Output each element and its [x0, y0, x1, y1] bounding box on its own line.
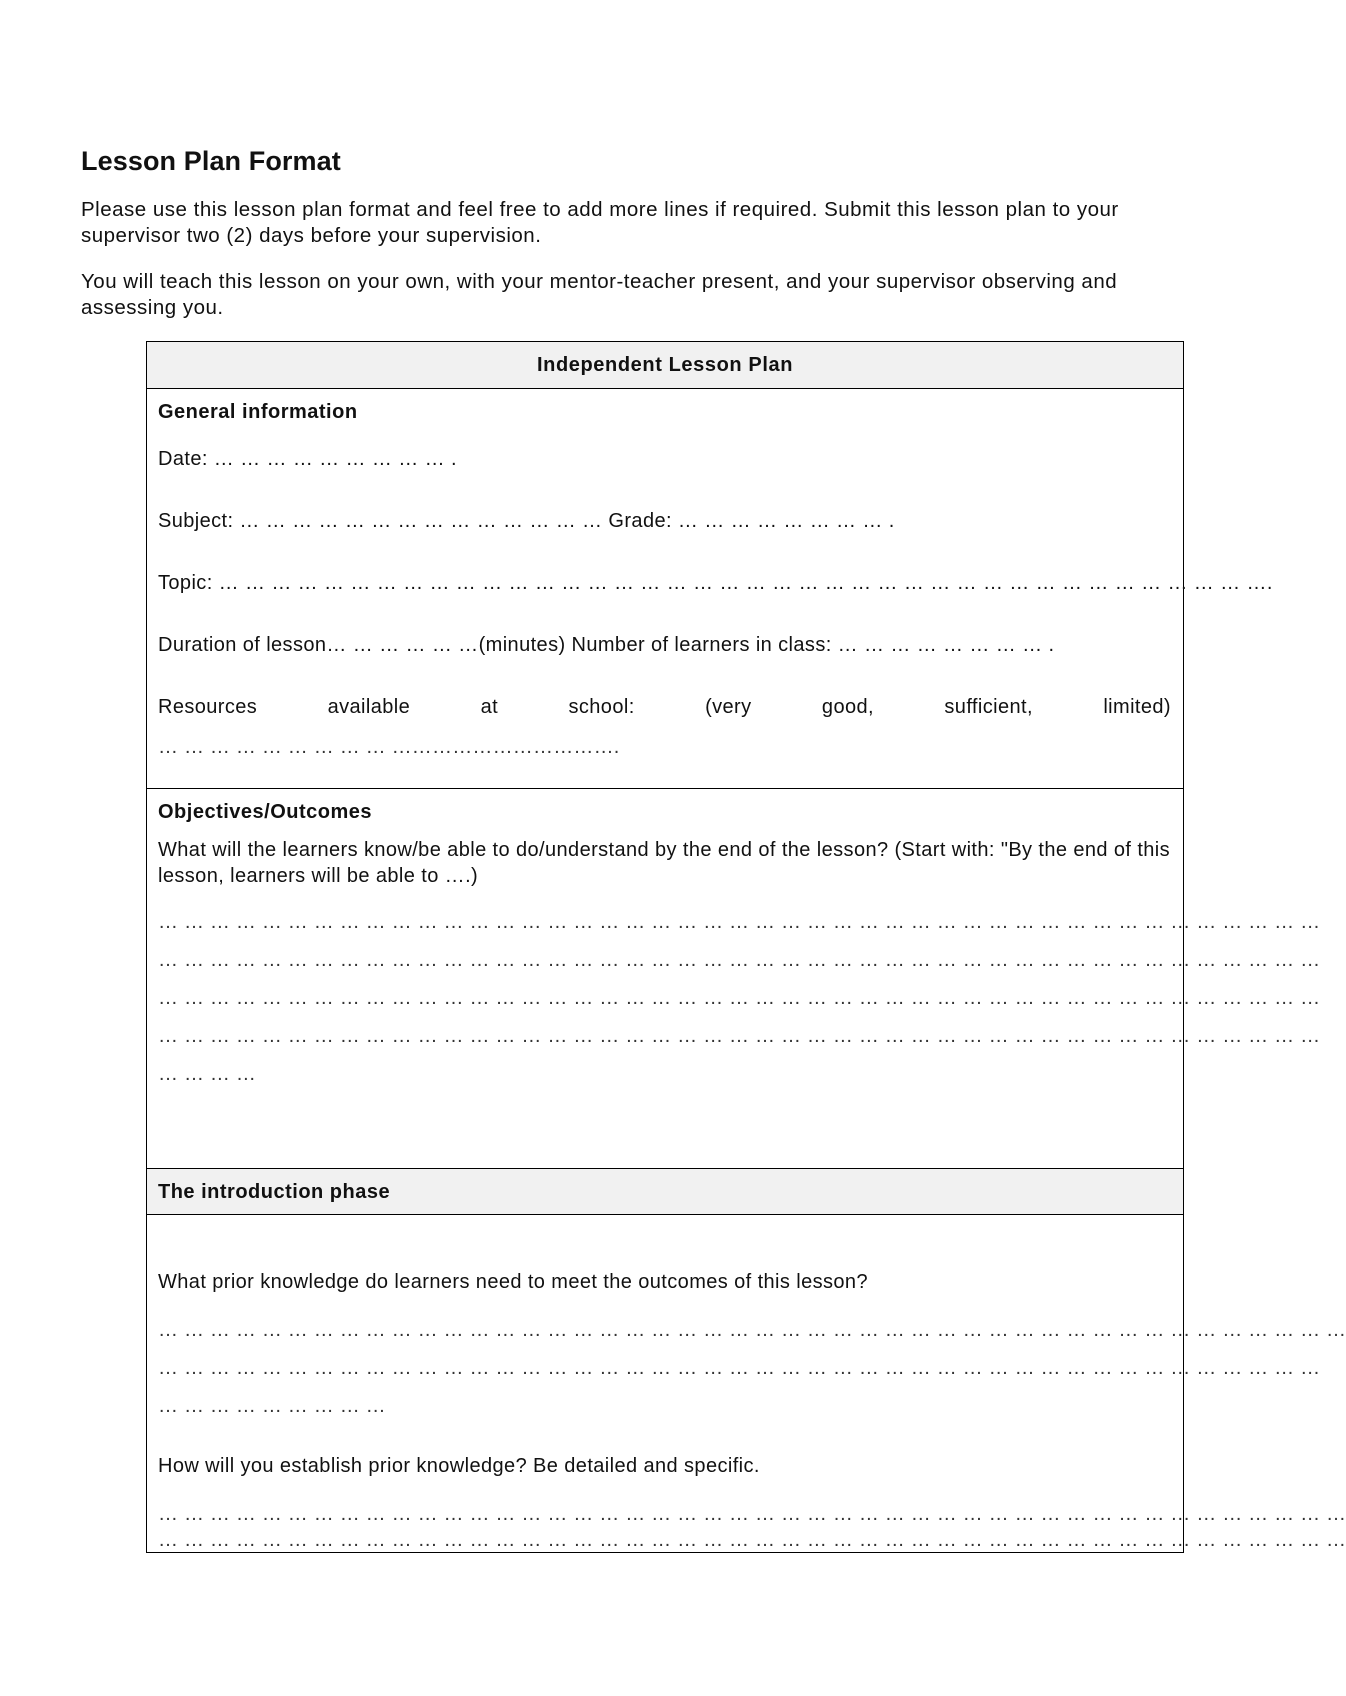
- establish-knowledge-answer-line[interactable]: … … … … … … … … … … … … … … … … … … … … … … … … … … … … … … … … … … … … … … … … … … … … … …: [158, 1503, 1346, 1525]
- introduction-phase-heading: The introduction phase: [158, 1181, 391, 1203]
- table-header-title: Independent Lesson Plan: [536, 354, 794, 376]
- general-information-section: [147, 388, 1273, 788]
- prior-knowledge-answer-line[interactable]: … … … … … … … … …: [158, 1395, 386, 1417]
- prior-knowledge-answer-line[interactable]: … … … … … … … … … … … … … … … … … … … … … … … … … … … … … … … … … … … … … … … … … … … … …: [158, 1357, 1321, 1379]
- topic-field[interactable]: Topic: … … … … … … … … … … … … … … … … … … … … … … … … … … … … … … … … … … … … … … … ….: [158, 572, 1273, 594]
- resources-label: Resources available at school: (very good, sufficient, limited): [158, 696, 1171, 718]
- objectives-answer-line[interactable]: … … … …: [158, 1063, 257, 1085]
- objectives-answer-line[interactable]: … … … … … … … … … … … … … … … … … … … … … … … … … … … … … … … … … … … … … … … … … … … … …: [158, 911, 1321, 933]
- subject-grade-field[interactable]: Subject: … … … … … … … … … … … … … … Grade: … … … … … … … … .: [158, 510, 895, 532]
- introduction-phase-header-row: [147, 1168, 1183, 1215]
- prior-knowledge-question: What prior knowledge do learners need to meet the outcomes of this lesson?: [158, 1271, 868, 1293]
- prior-knowledge-section: [147, 1214, 1346, 1554]
- objectives-answer-line[interactable]: … … … … … … … … … … … … … … … … … … … … … … … … … … … … … … … … … … … … … … … … … … … … …: [158, 987, 1321, 1009]
- duration-learners-field[interactable]: Duration of lesson… … … … … …(minutes) Number of learners in class: … … … … … … … … .: [158, 634, 1055, 656]
- prior-knowledge-answer-line[interactable]: … … … … … … … … … … … … … … … … … … … … … … … … … … … … … … … … … … … … … … … … … … … … … …: [158, 1319, 1346, 1341]
- lesson-plan-table: [146, 341, 1346, 1553]
- objectives-question: What will the learners know/be able to do/understand by the end of the lesson? (Start with: "By the end of this lesson, learners will be able to ….): [158, 839, 1171, 887]
- table-header-row: [147, 342, 1183, 389]
- objectives-answer-line[interactable]: … … … … … … … … … … … … … … … … … … … … … … … … … … … … … … … … … … … … … … … … … … … … …: [158, 949, 1321, 971]
- page-title: Lesson Plan Format: [81, 146, 341, 176]
- objectives-heading: Objectives/Outcomes: [158, 801, 373, 823]
- establish-knowledge-question: How will you establish prior knowledge? Be detailed and specific.: [158, 1455, 760, 1477]
- date-field[interactable]: Date: … … … … … … … … … .: [158, 448, 457, 470]
- intro-paragraph-submission: Please use this lesson plan format and feel free to add more lines if required. Submit this lesson plan to your supervisor two (2) days before your supervision.: [81, 198, 1119, 247]
- resources-field[interactable]: … … … … … … … … … …………………………….: [158, 736, 620, 758]
- objectives-section: [147, 788, 1321, 1168]
- intro-paragraph-teaching: You will teach this lesson on your own, with your mentor-teacher present, and your supervisor observing and assessing you.: [81, 270, 1118, 319]
- establish-knowledge-answer-line[interactable]: … … … … … … … … … … … … … … … … … … … … … … … … … … … … … … … … … … … … … … … … … … … … … …: [158, 1529, 1346, 1551]
- general-information-heading: General information: [158, 401, 358, 423]
- objectives-answer-line[interactable]: … … … … … … … … … … … … … … … … … … … … … … … … … … … … … … … … … … … … … … … … … … … … …: [158, 1025, 1321, 1047]
